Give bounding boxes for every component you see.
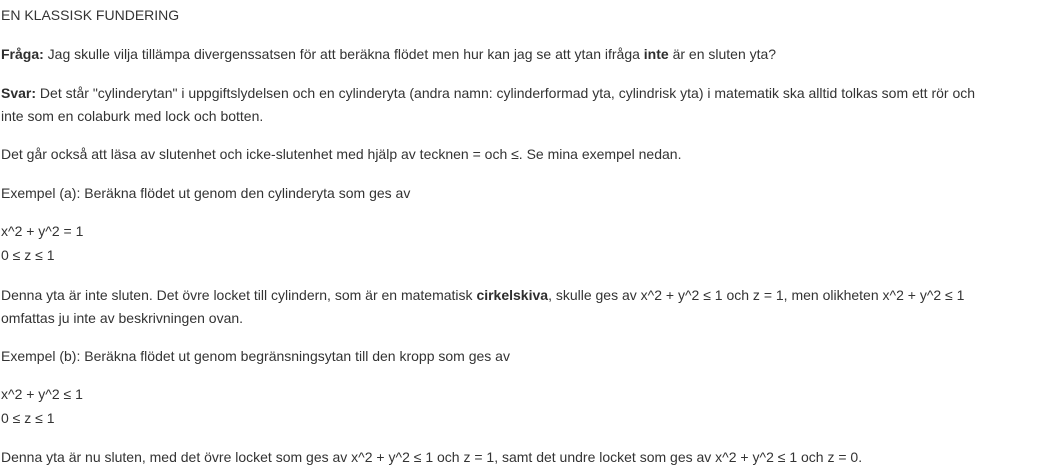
answer-text: Det står "cylinderytan" i uppgiftslydelsen och en cylinderyta (andra namn: cylinderformad yta, cylindrisk yta) i matematik ska alltid tolkas som ett rör och: [36, 85, 976, 101]
example-a-equation-1: x^2 + y^2 = 1: [1, 223, 84, 239]
example-b-description: Denna yta är nu sluten, med det övre locket som ges av x^2 + y^2 ≤ 1 och z = 1, samt det undre locket som ges av x^2 + y^2 ≤ 1 och z = 0.: [1, 449, 863, 465]
example-b-equation-1: x^2 + y^2 ≤ 1: [1, 386, 83, 402]
answer-paragraph-line1: [1, 84, 975, 102]
question-text-before: Jag skulle vilja tillämpa divergenssatsen för att beräkna flödet men hur kan jag se att ytan ifråga: [43, 46, 644, 62]
article-heading: EN KLASSISK FUNDERING: [1, 7, 180, 23]
example-a-equation-2: 0 ≤ z ≤ 1: [1, 247, 55, 263]
example-b-equation-2: 0 ≤ z ≤ 1: [1, 410, 55, 426]
question-emphasis: inte: [643, 46, 669, 62]
answer-paragraph-line2: inte som en colaburk med lock och botten.: [1, 108, 264, 124]
example-a-desc-before: Denna yta är inte sluten. Det övre locket till cylindern, som är en matematisk: [1, 287, 477, 303]
question-label: Fråga:: [1, 46, 44, 62]
intro-paragraph: Det går också att läsa av slutenhet och icke-slutenhet med hjälp av tecknen = och ≤. Se mina exempel nedan.: [1, 146, 682, 162]
example-a-desc-emphasis: cirkelskiva: [476, 287, 549, 303]
example-a-desc-after: , skulle ges av x^2 + y^2 ≤ 1 och z = 1, men olikheten x^2 + y^2 ≤ 1: [548, 287, 965, 303]
answer-label: Svar:: [1, 85, 37, 101]
example-a-title: Exempel (a): Beräkna flödet ut genom den cylinderyta som ges av: [1, 185, 411, 201]
example-a-description-line2: omfattas ju inte av beskrivningen ovan.: [1, 310, 244, 326]
example-a-description-line1: [1, 286, 964, 304]
question-text-after: är en sluten yta?: [668, 46, 777, 62]
question-paragraph: [1, 45, 776, 63]
example-b-title: Exempel (b): Beräkna flödet ut genom begränsningsytan till den kropp som ges av: [1, 348, 510, 364]
